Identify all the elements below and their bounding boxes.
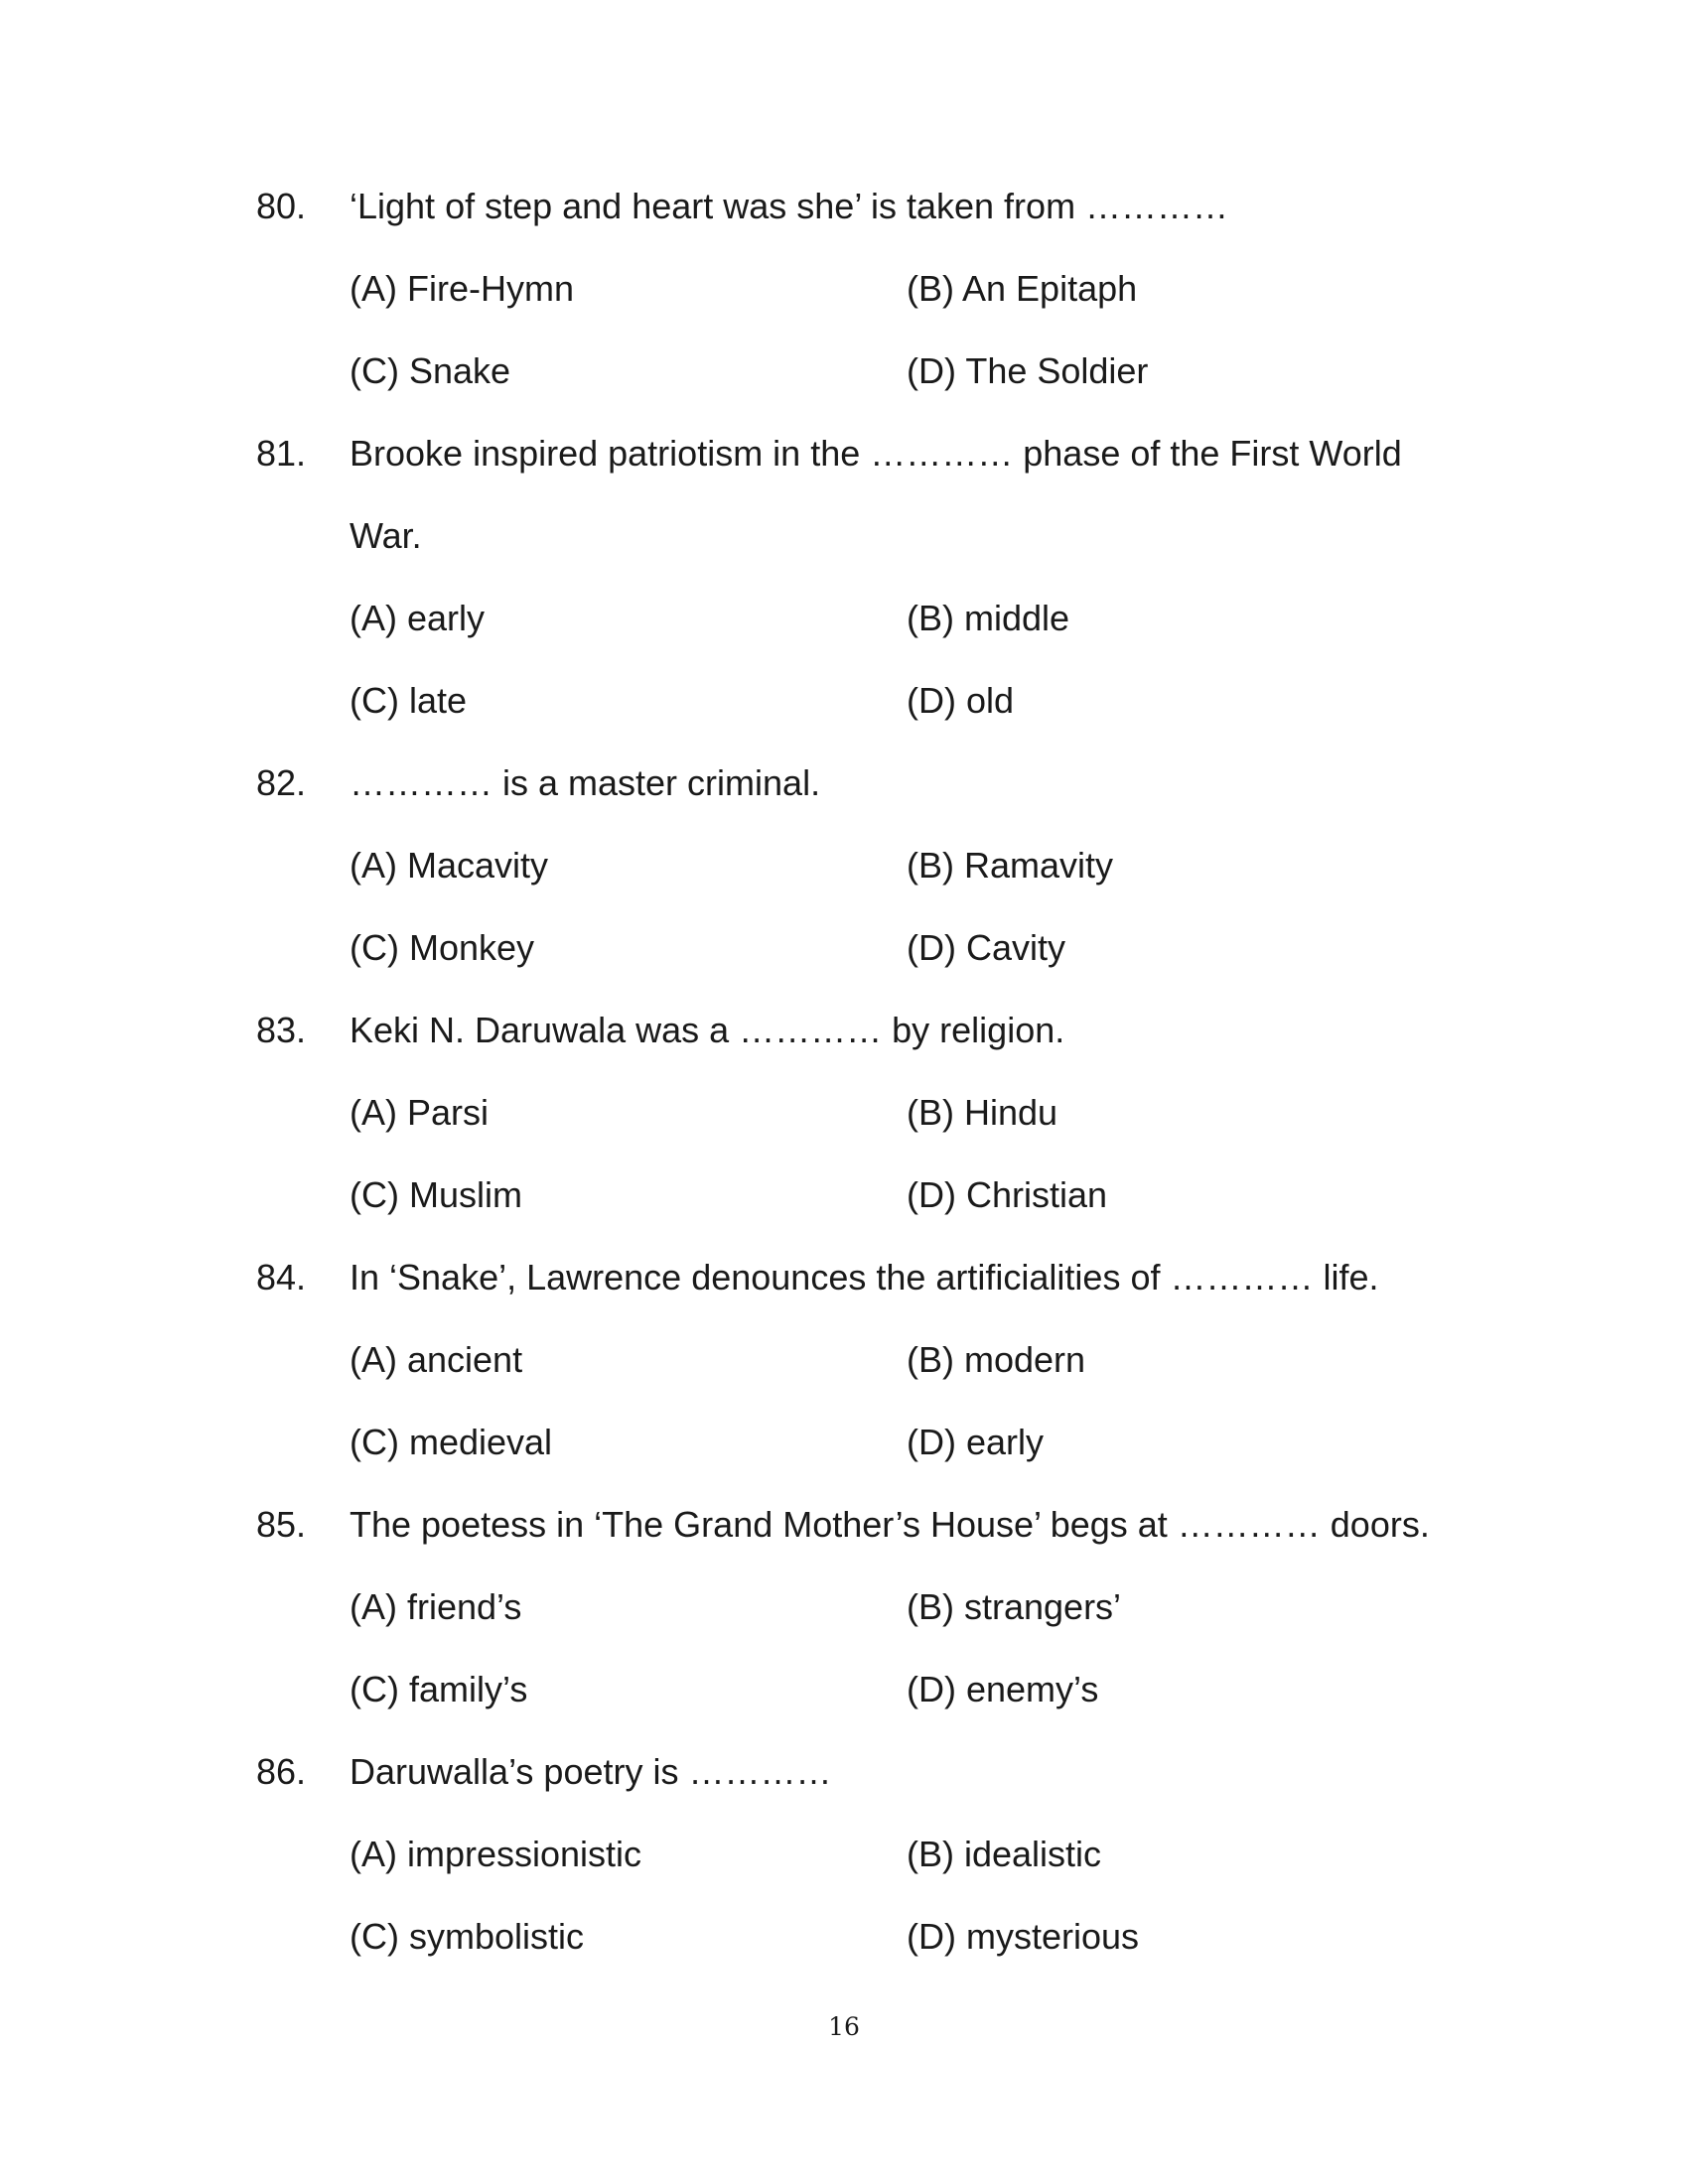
question-86-options-row-2 — [0, 1895, 1688, 1979]
question-text: ………… is a master criminal. — [350, 762, 821, 803]
option-a: (A) friend’s — [350, 1586, 522, 1627]
page-number: 16 — [828, 2012, 860, 2041]
question-84-options-row-2 — [0, 1401, 1688, 1484]
question-text: Daruwalla’s poetry is ………… — [350, 1751, 832, 1792]
question-85-line-1 — [0, 1483, 1688, 1567]
question-83-options-row-2 — [0, 1154, 1688, 1237]
question-number: 85. — [256, 1504, 307, 1545]
option-b: (B) Hindu — [907, 1092, 1058, 1133]
option-b: (B) middle — [907, 598, 1070, 638]
option-b: (B) Ramavity — [907, 845, 1114, 886]
question-81-options-row-1 — [0, 577, 1688, 660]
option-d: (D) Cavity — [907, 927, 1065, 968]
option-c: (C) Monkey — [350, 927, 535, 968]
question-83-options-row-1 — [0, 1071, 1688, 1155]
question-82-options-row-1 — [0, 824, 1688, 907]
option-c: (C) family’s — [350, 1669, 528, 1709]
option-c: (C) medieval — [350, 1422, 553, 1462]
option-a: (A) impressionistic — [350, 1834, 642, 1874]
question-86-line-1 — [0, 1730, 1688, 1814]
question-text: Keki N. Daruwala was a ………… by religion. — [350, 1010, 1065, 1050]
question-80-options-row-1 — [0, 247, 1688, 331]
question-81-line-2 — [0, 494, 1688, 578]
question-number: 83. — [256, 1010, 307, 1050]
question-number: 82. — [256, 762, 307, 803]
question-83-line-1 — [0, 989, 1688, 1072]
question-text: The poetess in ‘The Grand Mother’s House’ begs at ………… doors. — [350, 1504, 1430, 1545]
option-d: (D) old — [907, 680, 1015, 721]
question-number: 81. — [256, 433, 307, 474]
question-text: Brooke inspired patriotism in the ………… phase of the First World — [350, 433, 1402, 474]
question-82-options-row-2 — [0, 906, 1688, 990]
question-84-line-1 — [0, 1236, 1688, 1319]
option-d: (D) Christian — [907, 1174, 1108, 1215]
question-text-continued: War. — [350, 515, 422, 556]
option-b: (B) strangers’ — [907, 1586, 1122, 1627]
question-80-line-1 — [0, 165, 1688, 248]
question-number: 80. — [256, 186, 307, 226]
option-d: (D) The Soldier — [907, 350, 1149, 391]
option-b: (B) idealistic — [907, 1834, 1102, 1874]
question-number: 84. — [256, 1257, 307, 1297]
question-86-options-row-1 — [0, 1813, 1688, 1896]
question-85-options-row-1 — [0, 1566, 1688, 1649]
question-text: In ‘Snake’, Lawrence denounces the artificialities of ………… life. — [350, 1257, 1379, 1297]
question-85-options-row-2 — [0, 1648, 1688, 1731]
option-c: (C) Snake — [350, 350, 511, 391]
question-82-line-1 — [0, 742, 1688, 825]
option-d: (D) mysterious — [907, 1916, 1140, 1957]
option-a: (A) Parsi — [350, 1092, 490, 1133]
option-b: (B) modern — [907, 1339, 1086, 1380]
option-a: (A) Macavity — [350, 845, 549, 886]
option-a: (A) Fire-Hymn — [350, 268, 574, 309]
option-d: (D) enemy’s — [907, 1669, 1099, 1709]
question-text: ‘Light of step and heart was she’ is taken from ………… — [350, 186, 1229, 226]
question-81-options-row-2 — [0, 659, 1688, 743]
option-c: (C) symbolistic — [350, 1916, 585, 1957]
option-b: (B) An Epitaph — [907, 268, 1138, 309]
option-a: (A) ancient — [350, 1339, 523, 1380]
option-c: (C) late — [350, 680, 468, 721]
option-c: (C) Muslim — [350, 1174, 522, 1215]
question-80-options-row-2 — [0, 330, 1688, 413]
question-84-options-row-1 — [0, 1318, 1688, 1402]
option-a: (A) early — [350, 598, 486, 638]
option-d: (D) early — [907, 1422, 1045, 1462]
question-number: 86. — [256, 1751, 307, 1792]
question-81-line-1 — [0, 412, 1688, 495]
